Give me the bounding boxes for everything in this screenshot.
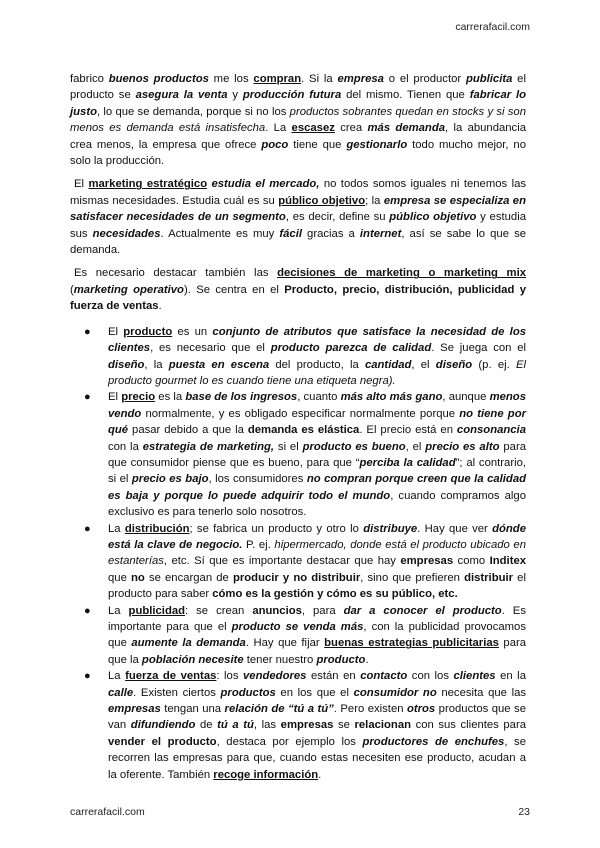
- paragraph-product-demand: fabrico buenos productos me los compran. Si la empresa o el productor publicita el producto se asegura la venta y producción futura del mismo. Tienen que fabricar lo justo, lo que se demanda, porque si no los productos sobrantes quedan en stocks y si son menos es demanda está insatisfecha. La escasez crea más demanda, la abundancia crea menos, la empresa que ofrece poco tiene que gestionarlo todo mucho mejor, no solo la producción.: [70, 73, 527, 168]
- list-item-distribucion: ● La distribución; se fabrica un producto y otro lo distribuye. Hay que ver dónde está la clave de negocio. P. ej. hipermercado, donde está el producto ubicado en estanterías, etc. Sí que es importante destacar que hay empresas como Inditex que no se encargan de producir y no distribuir, sino que prefieren distribuir el producto para saber cómo es la gestión y cómo es su público, etc.: [84, 522, 527, 601]
- paragraph-marketing-mix: Es necesario destacar también las decisiones de marketing o marketing mix (marketing operativo). Se centra en el Producto, precio, distribución, publicidad y fuerza de ventas.: [70, 267, 526, 313]
- list-item-producto: ● El producto es un conjunto de atributos que satisface la necesidad de los clientes, es necesario que el producto parezca de calidad. Se juega con el diseño, la puesta en escena del producto, la cantidad, el diseño (p. ej. El producto gourmet lo es cuando tiene una etiqueta negra).: [84, 325, 527, 387]
- list-item-precio: ● El precio es la base de los ingresos, cuanto más alto más gano, aunque menos vendo normalmente, y es obligado especificar normalmente porque no tiene por qué pasar debido a que la demanda es elástica. El precio está en consonancia con la estrategia de marketing, si el producto es bueno, el precio es alto para que consumidor piense que es bueno, para que “perciba la calidad”; al contrario, si el precio es bajo, los consumidores no compran porque creen que la calidad es baja y porque lo puede adquirir todo el mundo, cuando compramos algo exclusivo es para tenerlo solo nosotros.: [84, 391, 527, 519]
- bullet-icon: ●: [84, 604, 91, 617]
- list-item-fuerza-de-ventas: ● La fuerza de ventas: los vendedores están en contacto con los clientes en la calle. Existen ciertos productos en los que el consumidor no necesita que las empresas tengan una relación de “tú a tú”. Pero existen otros productos que se van difundiendo de tú a tú, las empresas se relacionan con sus clientes para vender el producto, destaca por ejemplo los productores de enchufes, se recorren las empresas para que, cuando estas necesiten ese producto, acudan a la oferente. También recoge información.: [84, 670, 527, 781]
- document-body: [70, 71, 526, 783]
- bullet-icon: ●: [84, 522, 91, 535]
- header-site: carrerafacil.com: [455, 21, 530, 33]
- footer-site: carrerafacil.com: [70, 806, 145, 818]
- bullet-icon: ●: [84, 325, 91, 338]
- bullet-icon: ●: [84, 391, 91, 404]
- marketing-mix-list: [70, 324, 526, 783]
- bullet-icon: ●: [84, 670, 91, 683]
- list-item-publicidad: ● La publicidad: se crean anuncios, para dar a conocer el producto. Es importante para que el producto se venda más, con la publicidad provocamos que aumente la demanda. Hay que fijar buenas estrategias publicitarias para que la población necesite tener nuestro producto.: [84, 604, 527, 666]
- page-number: 23: [518, 806, 530, 818]
- paragraph-strategic-marketing: El marketing estratégico estudia el mercado, no todos somos iguales ni tenemos las mismas necesidades. Estudia cuál es su público objetivo; la empresa se especializa en satisfacer necesidades de un segmento, es decir, define su público objetivo y estudia sus necesidades. Actualmente es muy fácil gracias a internet, así se sabe lo que se demanda.: [70, 178, 527, 257]
